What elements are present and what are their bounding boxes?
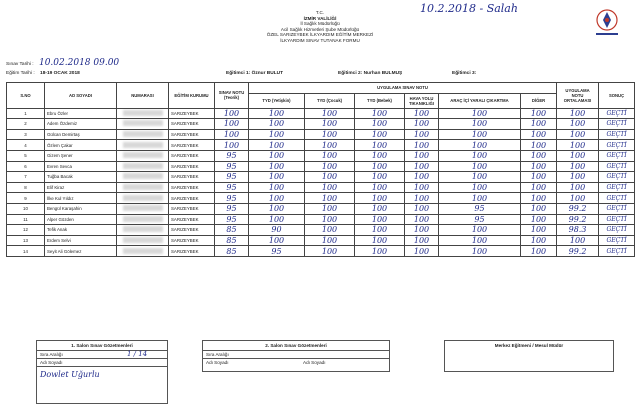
theory-score: 100 (215, 129, 249, 140)
result: GEÇTİ (599, 140, 635, 151)
table-row (7, 193, 635, 204)
tyd-adult-score: 100 (249, 119, 305, 130)
tyd-adult-score: 100 (249, 235, 305, 246)
salon1-range-label: Sıra Aralığı (40, 352, 63, 357)
student-number (117, 203, 169, 214)
theory-score: 95 (215, 182, 249, 193)
redacted-number (123, 131, 163, 137)
row-number: 5 (7, 150, 45, 161)
average-score: 100 (557, 172, 599, 183)
airway-score: 100 (405, 172, 439, 183)
tyd-child-score: 100 (305, 161, 355, 172)
other-score: 100 (521, 246, 557, 257)
salon1-name-label: Adı Soyadı (40, 360, 63, 365)
row-number: 9 (7, 193, 45, 204)
institution: SARIZEYBEK (169, 150, 215, 161)
redacted-number (123, 173, 163, 179)
redacted-number (123, 195, 163, 201)
row-number: 14 (7, 246, 45, 257)
tyd-child-score: 100 (305, 108, 355, 119)
merkez-box (444, 340, 614, 372)
result: GEÇTİ (599, 225, 635, 236)
tyd-child-score: 100 (305, 182, 355, 193)
tyd-adult-score: 100 (249, 129, 305, 140)
document-header (180, 10, 460, 44)
airway-score: 100 (405, 214, 439, 225)
average-score: 99.2 (557, 214, 599, 225)
vehicle-extraction-score: 95 (439, 214, 521, 225)
salon1-name-row (37, 359, 167, 367)
tyd-child-score: 100 (305, 193, 355, 204)
institution: SARIZEYBEK (169, 246, 215, 257)
airway-score: 100 (405, 119, 439, 130)
airway-score: 100 (405, 182, 439, 193)
student-number (117, 161, 169, 172)
tyd-adult-score: 100 (249, 150, 305, 161)
salon2-name-label-2: Adı Soyadı (303, 360, 326, 365)
theory-score: 95 (215, 161, 249, 172)
student-number (117, 119, 169, 130)
salon1-title: 1. Salon Sınav Gözetmenleri (37, 341, 167, 351)
result: GEÇTİ (599, 246, 635, 257)
theory-score: 95 (215, 193, 249, 204)
tyd-adult-score: 100 (249, 161, 305, 172)
trainer-3: Eğitimci 3: (452, 71, 477, 76)
header-line: Acil Sağlık Hizmetleri Şube Müdürlüğü (280, 26, 360, 32)
tyd-child-score: 100 (305, 235, 355, 246)
average-score: 99.2 (557, 246, 599, 257)
ministry-logo-icon (590, 6, 624, 40)
student-name: Ebru Özler (45, 108, 117, 119)
average-score: 100 (557, 161, 599, 172)
vehicle-extraction-score: 100 (439, 119, 521, 130)
student-number (117, 129, 169, 140)
table-row (7, 161, 635, 172)
table-row (7, 172, 635, 183)
student-name: Tuğba Bacak (45, 172, 117, 183)
student-name: Adem Özdemiz (45, 119, 117, 130)
merkez-title: Merkez Eğitmeni / Mesul Müdür (494, 343, 564, 348)
table-row (7, 108, 635, 119)
tyd-child-score: 100 (305, 129, 355, 140)
row-number: 7 (7, 172, 45, 183)
col-header-theory: SINAV NOTU (Teorik) (215, 83, 249, 109)
training-date-row (6, 71, 80, 76)
institution: SARIZEYBEK (169, 193, 215, 204)
student-number (117, 214, 169, 225)
tyd-infant-score: 100 (355, 108, 405, 119)
header-line: İLKYARDIM SINAV TUTANAK FORMU (280, 37, 360, 43)
other-score: 100 (521, 225, 557, 236)
student-name: Erdem Selvi (45, 235, 117, 246)
other-score: 100 (521, 203, 557, 214)
tyd-child-score: 100 (305, 214, 355, 225)
redacted-number (123, 142, 163, 148)
salon2-box (202, 340, 390, 372)
theory-score: 100 (215, 119, 249, 130)
vehicle-extraction-score: 100 (439, 235, 521, 246)
tyd-adult-score: 100 (249, 172, 305, 183)
table-row (7, 214, 635, 225)
tyd-child-score: 100 (305, 225, 355, 236)
redacted-number (123, 152, 163, 158)
result: GEÇTİ (599, 193, 635, 204)
col-header-tyd-infant: TYD (Bebek) (355, 93, 405, 108)
col-header-name: AD SOYADI (45, 83, 117, 109)
theory-score: 95 (215, 214, 249, 225)
airway-score: 100 (405, 246, 439, 257)
institution: SARIZEYBEK (169, 161, 215, 172)
tyd-child-score: 100 (305, 119, 355, 130)
col-header-tyd-child: TYD (Çocuk) (305, 93, 355, 108)
table-row (7, 246, 635, 257)
result: GEÇTİ (599, 119, 635, 130)
airway-score: 100 (405, 161, 439, 172)
student-number (117, 246, 169, 257)
table-row (7, 119, 635, 130)
tyd-adult-score: 100 (249, 182, 305, 193)
institution: SARIZEYBEK (169, 214, 215, 225)
institution: SARIZEYBEK (169, 140, 215, 151)
tyd-infant-score: 100 (355, 172, 405, 183)
table-row (7, 225, 635, 236)
tyd-infant-score: 100 (355, 119, 405, 130)
tyd-child-score: 100 (305, 246, 355, 257)
result: GEÇTİ (599, 161, 635, 172)
col-header-airway: HAVA YOLU TIKANIKLIĞI (405, 93, 439, 108)
tyd-infant-score: 100 (355, 225, 405, 236)
tyd-infant-score: 100 (355, 246, 405, 257)
tyd-child-score: 100 (305, 150, 355, 161)
redacted-number (123, 226, 163, 232)
vehicle-extraction-score: 100 (439, 182, 521, 193)
other-score: 100 (521, 129, 557, 140)
redacted-number (123, 163, 163, 169)
other-score: 100 (521, 108, 557, 119)
vehicle-extraction-score: 100 (439, 172, 521, 183)
tyd-adult-score: 100 (249, 193, 305, 204)
salon1-range-hand: 1 / 14 (127, 350, 148, 358)
salon1-signature: Dowlet Uğurlu (40, 370, 100, 379)
other-score: 100 (521, 150, 557, 161)
row-number: 12 (7, 225, 45, 236)
vehicle-extraction-score: 100 (439, 161, 521, 172)
tyd-child-score: 100 (305, 203, 355, 214)
salon2-name-row (203, 359, 389, 366)
table-row (7, 140, 635, 151)
airway-score: 100 (405, 193, 439, 204)
tyd-infant-score: 100 (355, 214, 405, 225)
student-name: Gülcan Demirtaş (45, 129, 117, 140)
tyd-infant-score: 100 (355, 203, 405, 214)
tyd-adult-score: 90 (249, 225, 305, 236)
vehicle-extraction-score: 100 (439, 193, 521, 204)
student-name: Özlem Çakar (45, 140, 117, 151)
col-header-vehicle-extraction: ARAÇ İÇİ YARALI ÇIKARTMA (439, 93, 521, 108)
header-line: İZMİR VALİLİĞİ (303, 15, 337, 21)
airway-score: 100 (405, 203, 439, 214)
row-number: 2 (7, 119, 45, 130)
airway-score: 100 (405, 235, 439, 246)
redacted-number (123, 120, 163, 126)
vehicle-extraction-score: 100 (439, 150, 521, 161)
vehicle-extraction-score: 100 (439, 108, 521, 119)
tyd-infant-score: 100 (355, 161, 405, 172)
theory-score: 85 (215, 235, 249, 246)
row-number: 11 (7, 214, 45, 225)
result: GEÇTİ (599, 203, 635, 214)
theory-score: 95 (215, 203, 249, 214)
row-number: 8 (7, 182, 45, 193)
other-score: 100 (521, 119, 557, 130)
result: GEÇTİ (599, 182, 635, 193)
exam-results-table (6, 82, 635, 257)
redacted-number (123, 216, 163, 222)
other-score: 100 (521, 161, 557, 172)
tyd-infant-score: 100 (355, 182, 405, 193)
training-date-label: Eğitim Tarihi : (6, 71, 35, 76)
student-number (117, 193, 169, 204)
row-number: 1 (7, 108, 45, 119)
table-row (7, 235, 635, 246)
student-name: Tefik Anak (45, 225, 117, 236)
average-score: 100 (557, 193, 599, 204)
row-number: 13 (7, 235, 45, 246)
training-date-value: 18-19 OCAK 2018 (40, 71, 80, 76)
tyd-infant-score: 100 (355, 235, 405, 246)
student-number (117, 225, 169, 236)
student-number (117, 235, 169, 246)
redacted-number (123, 237, 163, 243)
row-number: 4 (7, 140, 45, 151)
table-row (7, 150, 635, 161)
theory-score: 95 (215, 172, 249, 183)
result: GEÇTİ (599, 235, 635, 246)
other-score: 100 (521, 172, 557, 183)
student-number (117, 108, 169, 119)
institution: SARIZEYBEK (169, 119, 215, 130)
tyd-adult-score: 100 (249, 214, 305, 225)
average-score: 100 (557, 150, 599, 161)
institution: SARIZEYBEK (169, 108, 215, 119)
header-line: T.C. (315, 10, 325, 15)
other-score: 100 (521, 214, 557, 225)
salon2-range-label: Sıra Aralığı (206, 352, 229, 357)
student-number (117, 182, 169, 193)
redacted-number (123, 184, 163, 190)
trainer-1: Eğitimci 1: Öznur BULUT (226, 71, 284, 76)
tyd-infant-score: 100 (355, 150, 405, 161)
student-name: Seyit Ali Gölemez (45, 246, 117, 257)
institution: SARIZEYBEK (169, 225, 215, 236)
salon2-name-label: Adı Soyadı (206, 360, 229, 365)
tyd-adult-score: 95 (249, 246, 305, 257)
header-line: İl Sağlık Müdürlüğü (300, 21, 340, 27)
table-row (7, 203, 635, 214)
student-number (117, 172, 169, 183)
salon1-range-row (37, 351, 167, 359)
header-line: ÖZEL SARIZEYBEK İLKYARDIM EĞİTİM MERKEZİ (266, 32, 374, 38)
vehicle-extraction-score: 100 (439, 225, 521, 236)
theory-score: 85 (215, 225, 249, 236)
exam-date-label: Sınav Tarihi : (6, 62, 34, 67)
tyd-child-score: 100 (305, 172, 355, 183)
average-score: 100 (557, 182, 599, 193)
col-header-institution: EĞİTİM KURUMU (169, 83, 215, 109)
redacted-number (123, 205, 163, 211)
row-number: 6 (7, 161, 45, 172)
tyd-child-score: 100 (305, 140, 355, 151)
redacted-number (123, 110, 163, 116)
airway-score: 100 (405, 225, 439, 236)
institution: SARIZEYBEK (169, 203, 215, 214)
col-header-result: SONUÇ (599, 83, 635, 109)
col-header-tyd-adult: TYD (Yetişkin) (249, 93, 305, 108)
result: GEÇTİ (599, 214, 635, 225)
row-number: 3 (7, 129, 45, 140)
student-name: Alper Gözden (45, 214, 117, 225)
table-row (7, 182, 635, 193)
tyd-infant-score: 100 (355, 193, 405, 204)
average-score: 100 (557, 140, 599, 151)
other-score: 100 (521, 193, 557, 204)
col-header-number: NUMARASI (117, 83, 169, 109)
student-name: Evren Sevca (45, 161, 117, 172)
handwritten-date-note: 10.2.2018 - Salah (420, 2, 518, 15)
trainer-2: Eğitimci 2: Nurhan BULMUŞ (338, 71, 403, 76)
theory-score: 85 (215, 246, 249, 257)
theory-score: 100 (215, 108, 249, 119)
airway-score: 100 (405, 108, 439, 119)
result: GEÇTİ (599, 172, 635, 183)
airway-score: 100 (405, 129, 439, 140)
result: GEÇTİ (599, 108, 635, 119)
other-score: 100 (521, 140, 557, 151)
institution: SARIZEYBEK (169, 235, 215, 246)
student-name: Gizem Şener (45, 150, 117, 161)
student-number (117, 140, 169, 151)
vehicle-extraction-score: 100 (439, 246, 521, 257)
student-name: Elif Kiraz (45, 182, 117, 193)
tyd-infant-score: 100 (355, 140, 405, 151)
vehicle-extraction-score: 95 (439, 203, 521, 214)
salon2-title: 2. Salon Sınav Gözetmenleri (203, 341, 389, 351)
salon2-range-row (203, 351, 389, 359)
col-header-practice-group: UYGULAMA SINAV NOTU (249, 83, 557, 94)
table-row (7, 129, 635, 140)
airway-score: 100 (405, 140, 439, 151)
student-name: İlke Kul Yıldız (45, 193, 117, 204)
average-score: 99.2 (557, 203, 599, 214)
tyd-adult-score: 100 (249, 140, 305, 151)
average-score: 100 (557, 129, 599, 140)
salon1-box (36, 340, 168, 404)
redacted-number (123, 248, 163, 254)
result: GEÇTİ (599, 129, 635, 140)
vehicle-extraction-score: 100 (439, 129, 521, 140)
other-score: 100 (521, 235, 557, 246)
theory-score: 100 (215, 140, 249, 151)
col-header-sno: S.NO (7, 83, 45, 109)
exam-date-value: 10.02.2018 09.00 (38, 58, 120, 68)
airway-score: 100 (405, 150, 439, 161)
tyd-adult-score: 100 (249, 108, 305, 119)
vehicle-extraction-score: 100 (439, 140, 521, 151)
tyd-infant-score: 100 (355, 129, 405, 140)
col-header-other: DİĞER (521, 93, 557, 108)
institution: SARIZEYBEK (169, 129, 215, 140)
result: GEÇTİ (599, 150, 635, 161)
student-number (117, 150, 169, 161)
institution: SARIZEYBEK (169, 182, 215, 193)
exam-date-row (6, 58, 119, 68)
row-number: 10 (7, 203, 45, 214)
col-header-average: UYGULAMA NOTU ORTALAMASI (557, 83, 599, 109)
institution: SARIZEYBEK (169, 172, 215, 183)
average-score: 98.3 (557, 225, 599, 236)
average-score: 100 (557, 119, 599, 130)
average-score: 100 (557, 108, 599, 119)
tyd-adult-score: 100 (249, 203, 305, 214)
theory-score: 95 (215, 150, 249, 161)
student-name: Bengül Karaşahin (45, 203, 117, 214)
average-score: 100 (557, 235, 599, 246)
other-score: 100 (521, 182, 557, 193)
